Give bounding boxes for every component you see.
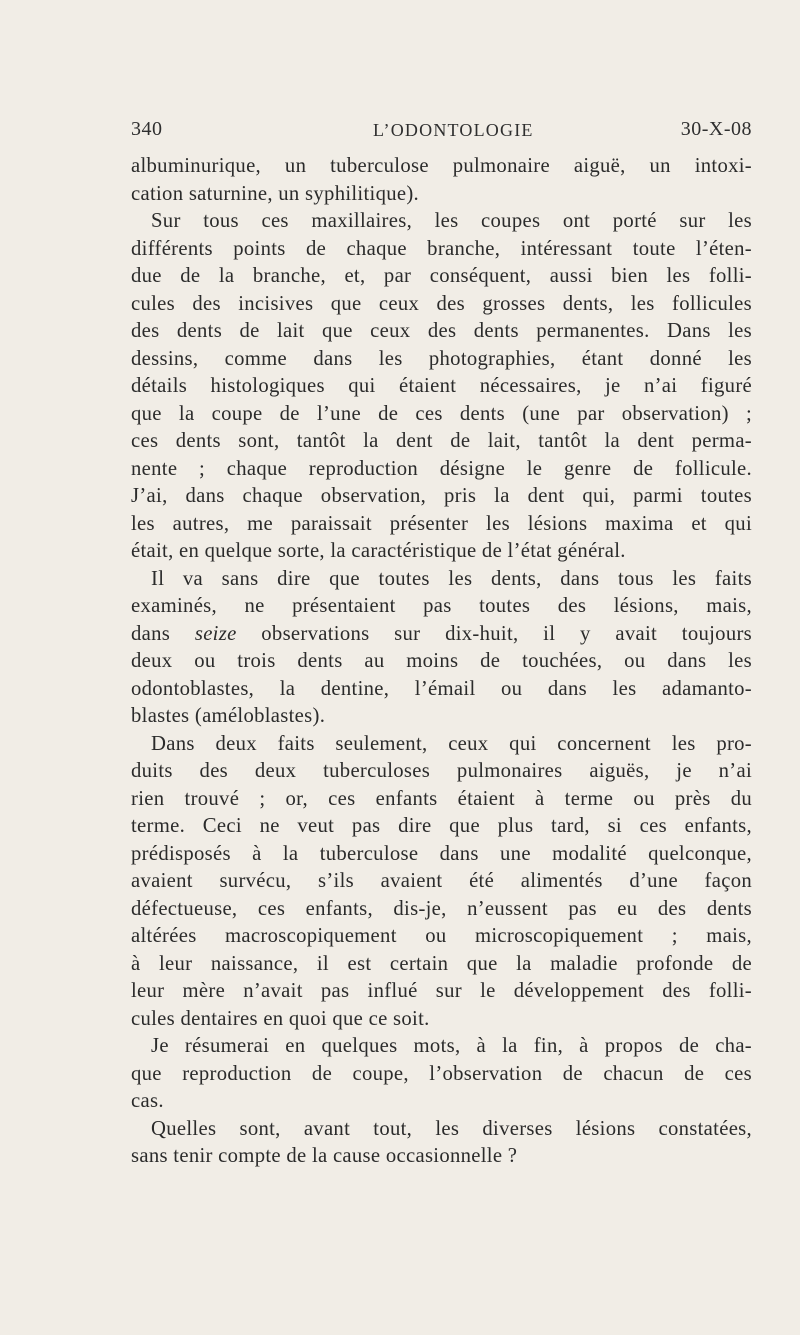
paragraph-first-line: Je résumerai en quelques mots, à la fin, à propos de cha- (151, 1035, 752, 1057)
text-line: altérées macroscopiquement ou microscopiquement ; mais, (131, 925, 752, 947)
text-line: cules dentaires en quoi que ce soit. (131, 1007, 430, 1030)
text-line-with-italic (131, 621, 752, 649)
text-line: due de la branche, et, par conséquent, aussi bien les folli- (131, 265, 752, 287)
text-line: rien trouvé ; or, ces enfants étaient à terme ou près du (131, 787, 752, 810)
italic-word: seize (194, 622, 237, 645)
paragraph-first-line: Il va sans dire que toutes les dents, dans tous les faits (151, 567, 752, 590)
text-line: albuminurique, un tuberculose pulmonaire aiguë, un intoxi- (131, 155, 752, 177)
text-line: que la coupe de l’une de ces dents (une par observation) ; (131, 402, 752, 425)
paragraph-first-line: Sur tous ces maxillaires, les coupes ont porté sur les (151, 210, 752, 232)
text-line: dessins, comme dans les photographies, étant donné les (131, 347, 752, 370)
text-line: avaient survécu, s’ils avaient été alimentés d’une façon (131, 870, 752, 892)
text-line: à leur naissance, il est certain que la maladie profonde de (131, 952, 752, 975)
body-text (131, 153, 752, 1171)
text-line: prédisposés à la tuberculose dans une modalité quelconque, (131, 842, 752, 865)
text-run: observations sur dix-huit, il y avait toujours (236, 622, 752, 645)
text-line: des dents de lait que ceux des dents permanentes. Dans les (131, 320, 752, 342)
text-line: était, en quelque sorte, la caractéristique de l’état général. (131, 540, 626, 562)
running-title: L’ODONTOLOGIE (373, 120, 534, 140)
text-line: blastes (améloblastes). (131, 705, 326, 727)
text-line: sans tenir compte de la cause occasionnelle ? (131, 1145, 518, 1167)
text-line: différents points de chaque branche, intéressant toute l’éten- (131, 237, 752, 260)
text-line: les autres, me paraissait présenter les lésions maxima et qui (131, 512, 752, 535)
text-line: leur mère n’avait pas influé sur le développement des folli- (131, 980, 752, 1002)
paragraph-first-line: Quelles sont, avant tout, les diverses lésions constatées, (151, 1117, 752, 1140)
text-line: nente ; chaque reproduction désigne le genre de follicule. (131, 457, 752, 480)
text-line: ces dents sont, tantôt la dent de lait, tantôt la dent perma- (131, 430, 752, 452)
text-line: cas. (131, 1090, 164, 1112)
page-number: 340 (131, 118, 163, 140)
text-line: J’ai, dans chaque observation, pris la dent qui, parmi toutes (131, 485, 752, 507)
text-line: examinés, ne présentaient pas toutes des lésions, mais, (131, 595, 752, 617)
text-line: odontoblastes, la dentine, l’émail ou dans les adamanto- (131, 677, 752, 700)
text-line: détails histologiques qui étaient nécessaires, je n’ai figuré (131, 375, 752, 397)
text-line: défectueuse, ces enfants, dis-je, n’eussent pas eu des dents (131, 897, 752, 920)
text-line: que reproduction de coupe, l’observation de chacun de ces (131, 1062, 752, 1085)
text-run: dans (131, 622, 195, 645)
paragraph-first-line: Dans deux faits seulement, ceux qui concernent les pro- (151, 732, 752, 755)
running-header (131, 118, 752, 148)
text-line: cules des incisives que ceux des grosses dents, les follicules (131, 292, 752, 315)
text-line: cation saturnine, un syphilitique). (131, 182, 420, 205)
text-line: duits des deux tuberculoses pulmonaires aiguës, je n’ai (131, 760, 752, 782)
text-line: deux ou trois dents au moins de touchées, ou dans les (131, 650, 752, 672)
issue-date: 30-X-08 (680, 118, 752, 140)
text-line: terme. Ceci ne veut pas dire que plus tard, si ces enfants, (131, 815, 752, 837)
